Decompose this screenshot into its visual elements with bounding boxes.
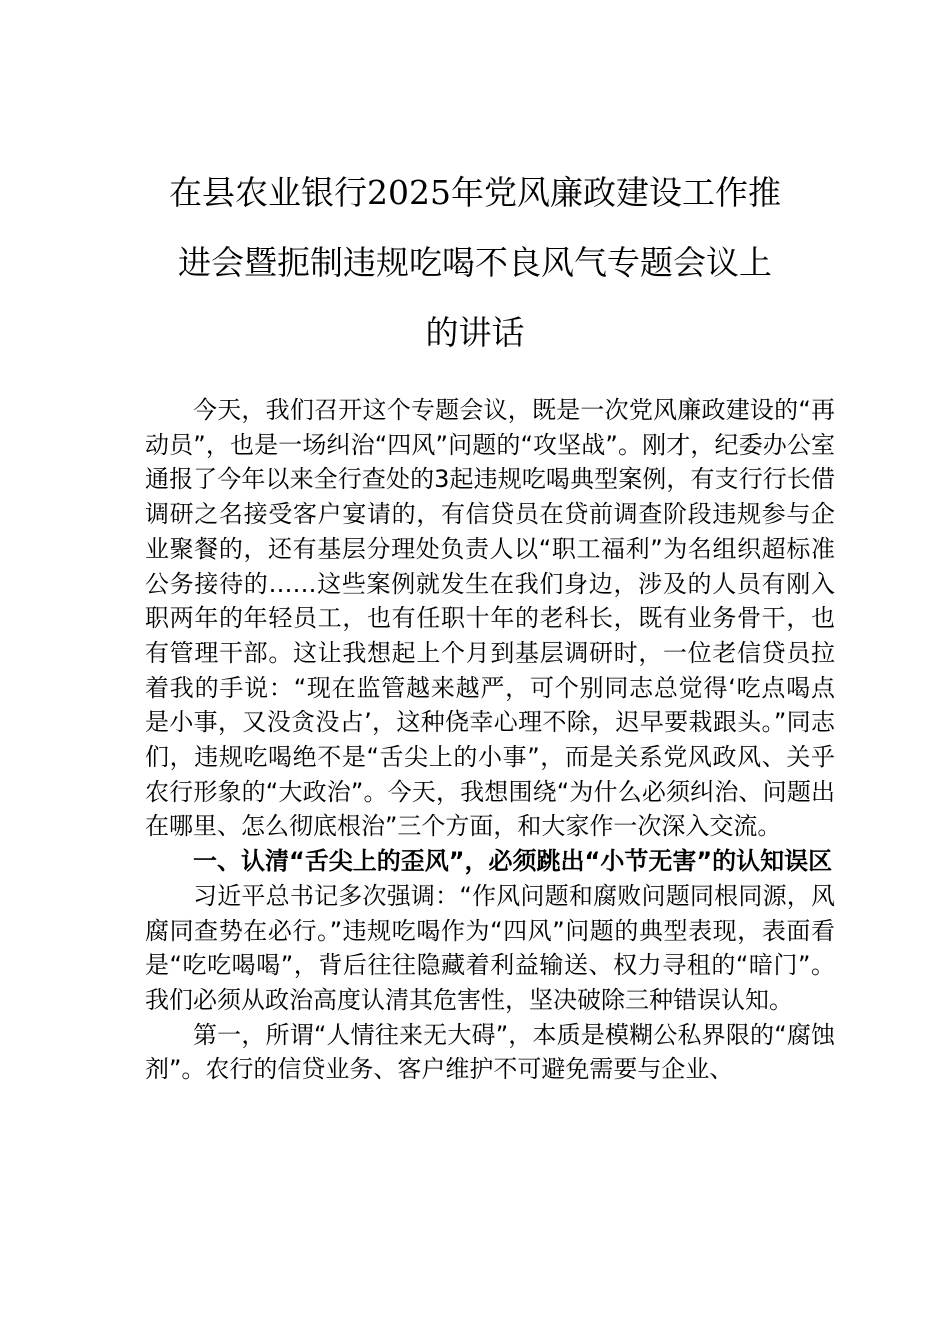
title-line-3: 的讲话 — [425, 313, 525, 352]
quote-paragraph: 习近平总书记多次强调：“作风问题和腐败问题同根同源，风腐同查势在必行。”违规吃喝作为“四风”问题的典型表现，表面看是“吃吃喝喝”，背后往往隐藏着利益输送、权力寻租的“暗门”。我们必须从政治高度认清其危害性，坚决破除三种错误认知。 — [145, 881, 835, 1014]
intro-paragraph: 今天，我们召开这个专题会议，既是一次党风廉政建设的“再动员”，也是一场纠治“四风”问题的“攻坚战”。刚才，纪委办公室通报了今年以来全行查处的3起违规吃喝典型案例，有支行行长借调研之名接受客户宴请的，有信贷员在贷前调查阶段违规参与企业聚餐的，还有基层分理处负责人以“职工福利”为名组织超标准公务接待的……这些案例就发生在我们身边，涉及的人员有刚入职两年的年轻员工，也有任职十年的老科长，既有业务骨干，也有管理干部。这让我想起上个月到基层调研时，一位老信贷员拉着我的手说：“现在监管越来越严，可个别同志总觉得‘吃点喝点是小事，又没贪没占’，这种侥幸心理不除，迟早要栽跟头。”同志们，违规吃喝绝不是“舌尖上的小事”，而是关系党风政风、关乎农行形象的“大政治”。今天，我想围绕“为什么必须纠治、问题出在哪里、怎么彻底根治”三个方面，和大家作一次深入交流。 — [145, 396, 835, 841]
title-line-1: 在县农业银行2025年党风廉政建设工作推 — [169, 173, 781, 212]
document-body — [145, 393, 835, 1087]
document-title — [120, 158, 830, 368]
title-line-2: 进会暨扼制违规吃喝不良风气专题会议上 — [178, 243, 772, 282]
section-heading-1: 一、认清“舌尖上的歪风”，必须跳出“小节无害”的认知误区 — [193, 847, 833, 876]
point-one-paragraph: 第一，所谓“人情往来无大碍”，本质是模糊公私界限的“腐蚀剂”。农行的信贷业务、客户维护不可避免需要与企业、 — [145, 1020, 835, 1084]
